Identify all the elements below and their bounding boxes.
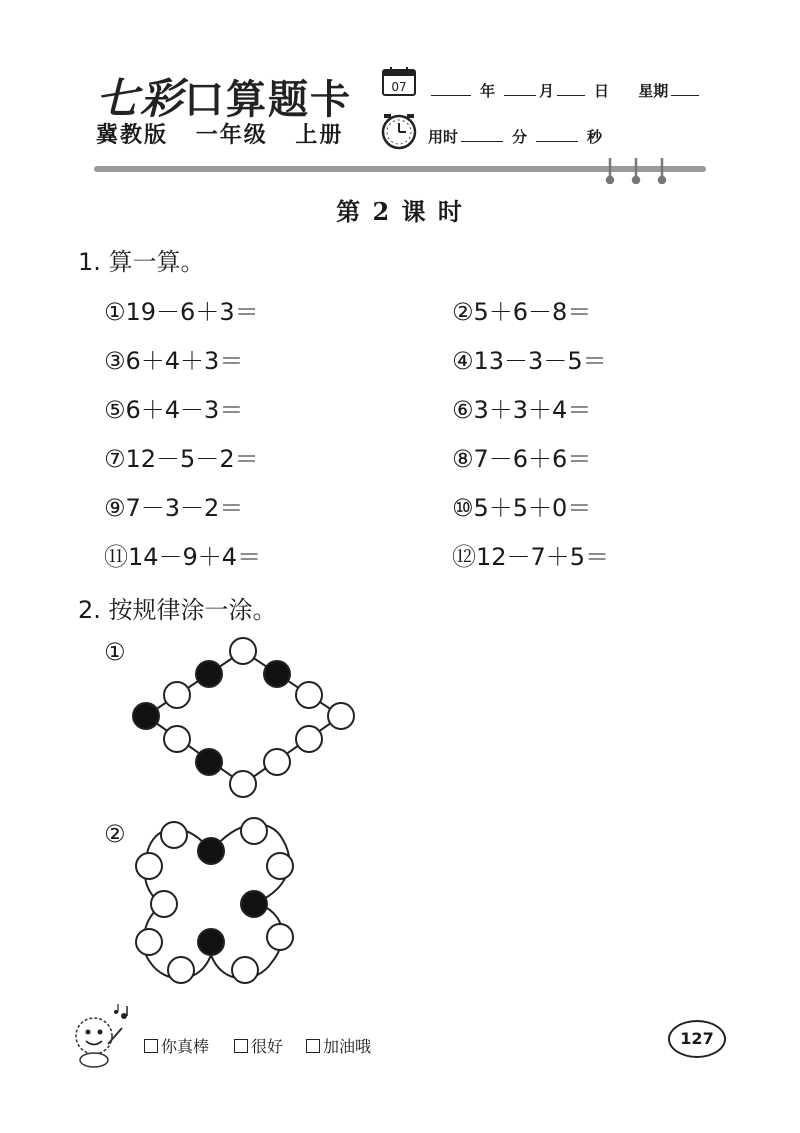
figure2-beads [136,818,293,983]
fig1-bead[interactable] [196,749,222,775]
problem-1: ①19－6＋3＝ [104,298,259,326]
rating-excellent[interactable] [144,1034,209,1057]
volume: 上册 [295,123,344,148]
month-label: 月 [539,82,555,100]
figure1-beads [133,638,354,797]
checkbox[interactable] [234,1039,248,1053]
figure2-label: ② [104,820,126,848]
page-number: 127 [668,1020,726,1058]
time-used-label: 用时 [428,128,459,146]
problem-6: ⑥3＋3＋4＝ [452,396,592,424]
fig2-bead[interactable] [136,929,162,955]
fig2-bead[interactable] [151,891,177,917]
problem-12: ⑫12－7＋5＝ [452,543,610,571]
rating-good-label: 很好 [251,1037,284,1056]
fig2-bead[interactable] [136,853,162,879]
rating-keep-going[interactable] [306,1034,371,1057]
year-label: 年 [480,82,496,100]
day-label: 日 [594,82,610,100]
problem-3: ③6＋4＋3＝ [104,347,244,375]
checkbox[interactable] [306,1039,320,1053]
fig2-bead[interactable] [241,891,267,917]
section2-title: 2. 按规律涂一涂。 [78,596,277,624]
problem-8: ⑧7－6＋6＝ [452,445,592,473]
lesson-title: 第 2 课 时 [336,197,464,226]
fig2-bead[interactable] [198,929,224,955]
rating-keep-going-label: 加油哦 [323,1037,372,1056]
fig1-bead[interactable] [230,771,256,797]
rating-good[interactable] [234,1034,283,1057]
fig1-bead[interactable] [230,638,256,664]
fig1-bead[interactable] [296,682,322,708]
weekday-label: 星期 [638,82,669,100]
fig1-bead[interactable] [164,682,190,708]
mascot-icon [70,1004,134,1070]
fig2-bead[interactable] [232,957,258,983]
section1-title: 1. 算一算。 [78,248,205,276]
problem-10: ⑩5＋5＋0＝ [452,494,592,522]
figure1-ring-line [146,651,341,784]
publisher: 冀教版 [96,123,169,148]
rating-excellent-label: 你真棒 [161,1037,210,1056]
problem-4: ④13－3－5＝ [452,347,607,375]
minutes-label: 分 [512,128,528,146]
fig1-bead[interactable] [196,661,222,687]
brand-part1: 七彩 [96,74,185,123]
fig1-bead[interactable] [296,726,322,752]
fig2-bead[interactable] [241,818,267,844]
problem-11: ⑪14－9＋4＝ [104,543,262,571]
fig1-bead[interactable] [328,703,354,729]
calendar-day: 07 [391,80,407,94]
grade: 一年级 [195,123,268,148]
figure1-label: ① [104,638,126,666]
problem-9: ⑨7－3－2＝ [104,494,244,522]
fig2-bead[interactable] [198,838,224,864]
fig1-bead[interactable] [133,703,159,729]
checkbox[interactable] [144,1039,158,1053]
brand-part2: 口算题卡 [184,76,353,123]
problem-2: ②5＋6－8＝ [452,298,592,326]
seconds-label: 秒 [587,128,603,146]
fig1-bead[interactable] [264,661,290,687]
fig2-bead[interactable] [267,853,293,879]
problem-5: ⑤6＋4－3＝ [104,396,244,424]
fig2-bead[interactable] [161,822,187,848]
fig2-bead[interactable] [267,924,293,950]
problem-7: ⑦12－5－2＝ [104,445,259,473]
fig2-bead[interactable] [168,957,194,983]
fig1-bead[interactable] [264,749,290,775]
fig1-bead[interactable] [164,726,190,752]
